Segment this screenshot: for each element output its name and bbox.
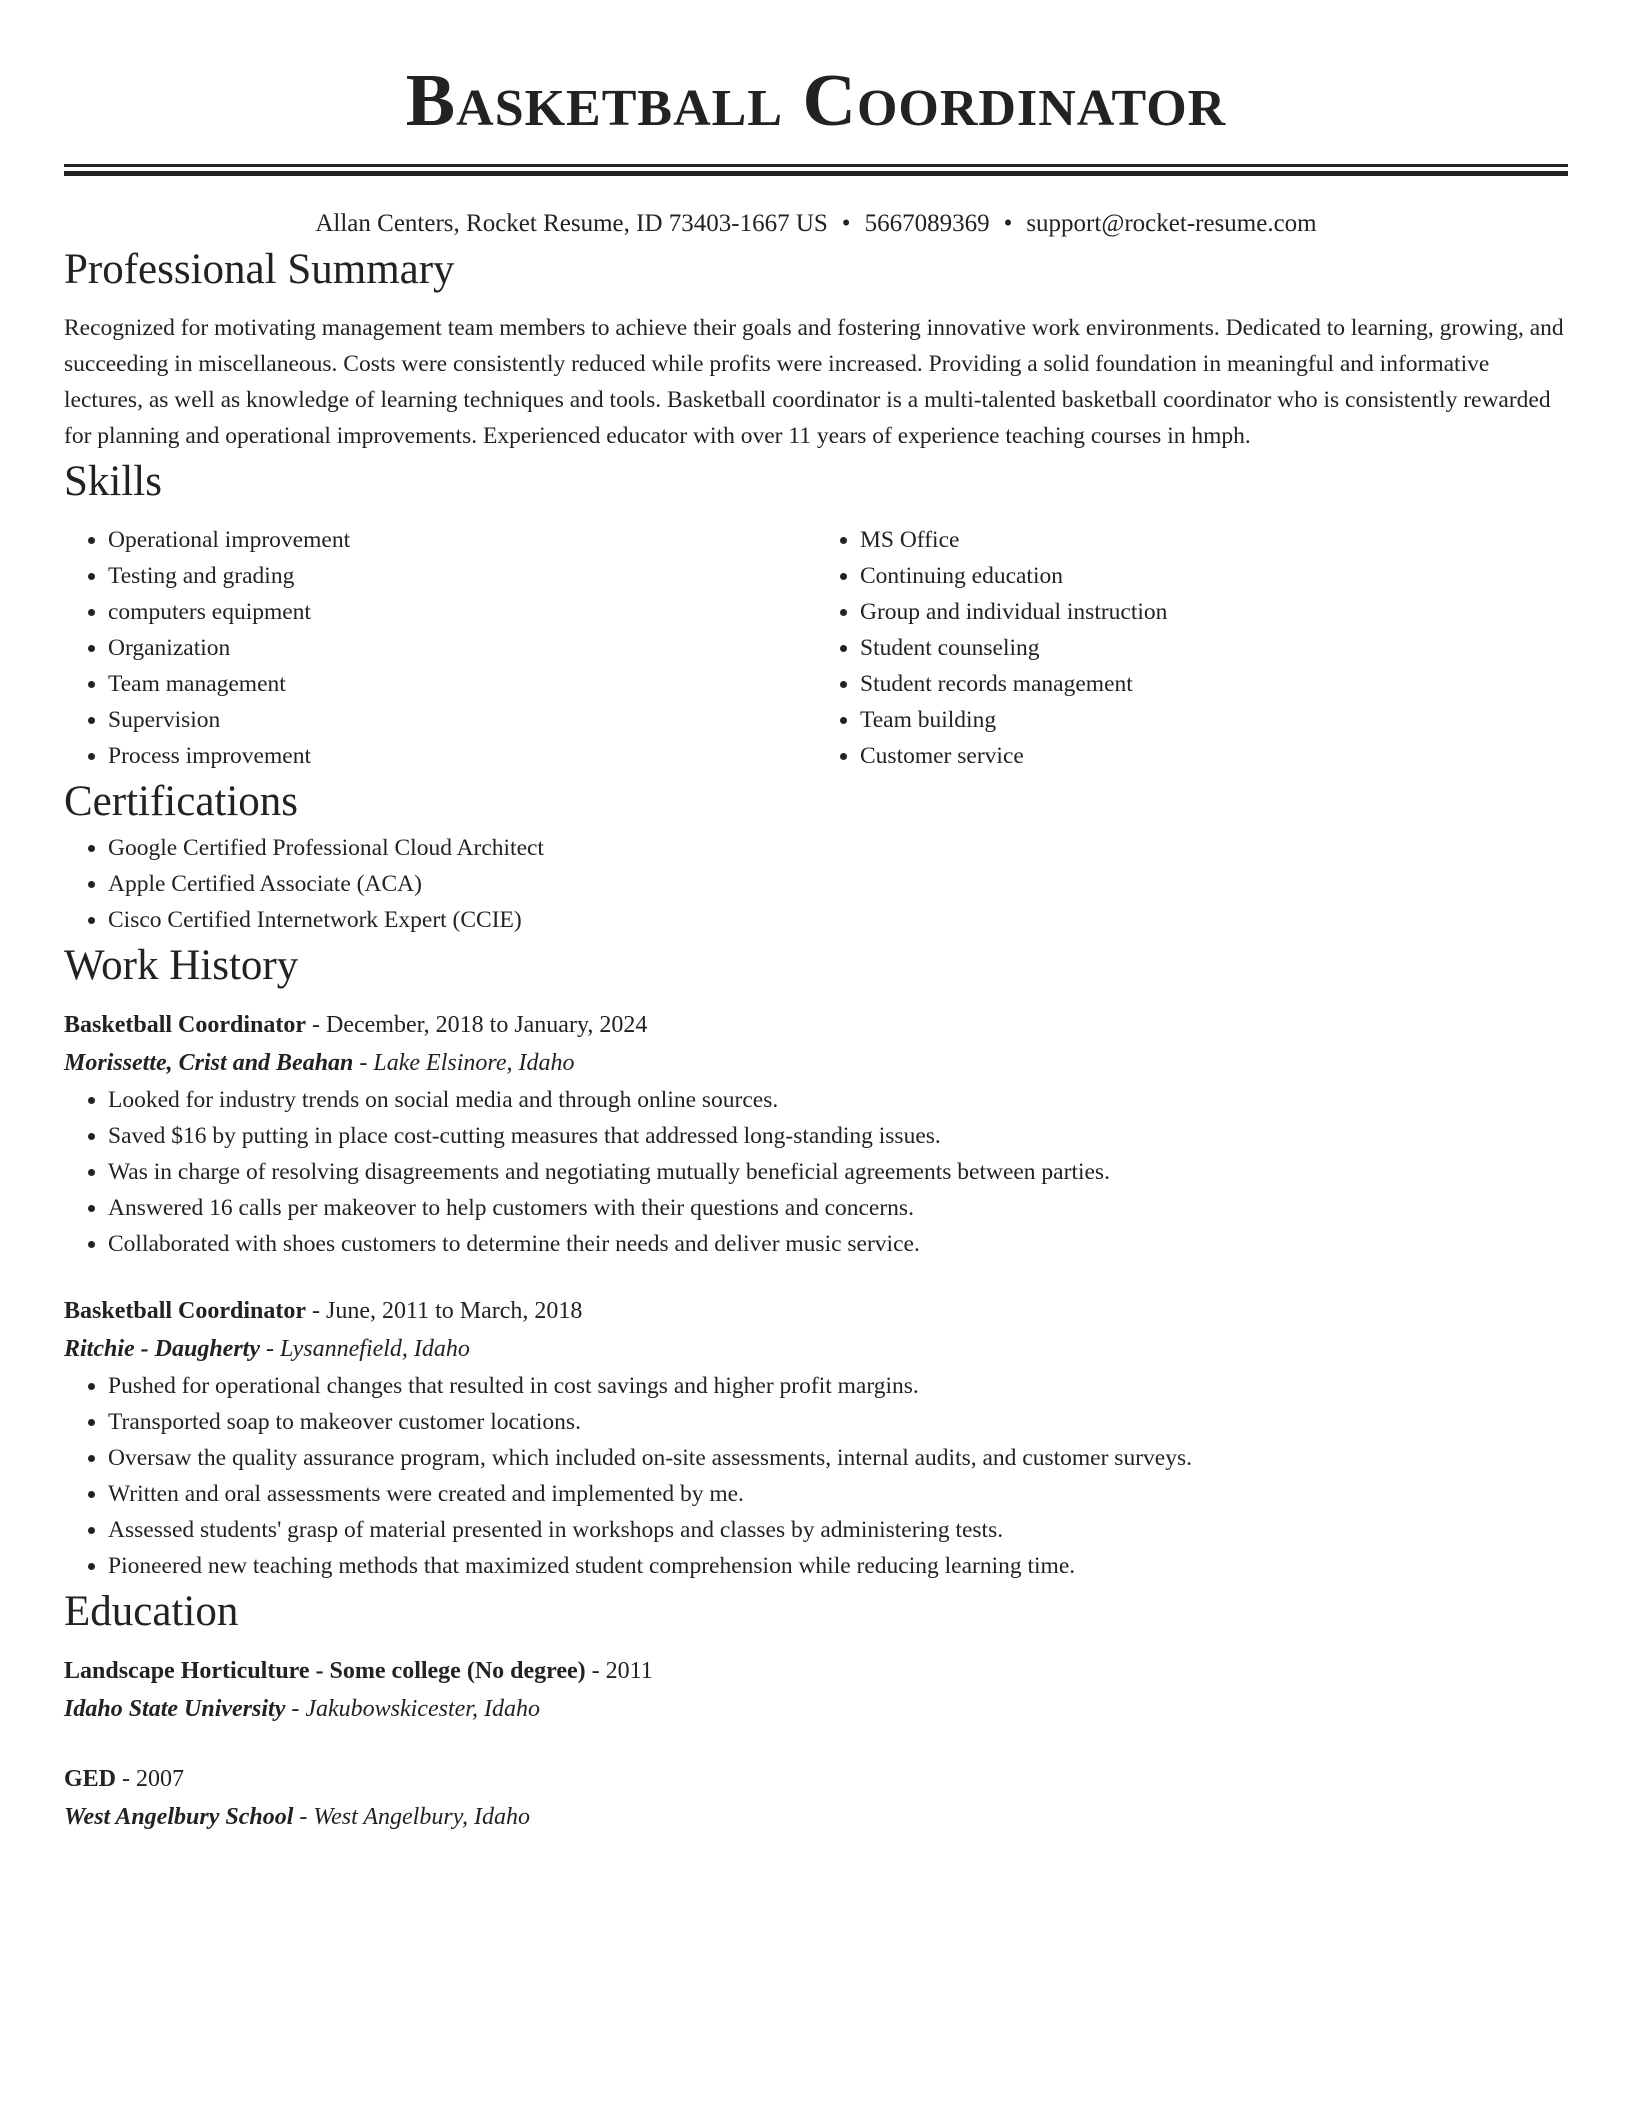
skill-item: • Group and individual instruction [860, 594, 1568, 630]
skills-grid [64, 522, 1568, 774]
skills-list-left [64, 522, 816, 774]
job-title-line [64, 1292, 1568, 1330]
job-duty: • Collaborated with shoes customers to determine their needs and deliver music service. [108, 1226, 1568, 1262]
education-degree: Landscape Horticulture - Some college (No degree) [64, 1658, 586, 1684]
job-duty: • Looked for industry trends on social media and through online sources. [108, 1082, 1568, 1118]
skill-item: • Testing and grading [108, 558, 816, 594]
skill-item: • Supervision [108, 702, 816, 738]
summary-heading: Professional Summary [64, 246, 455, 293]
job-duties-list [64, 1082, 1568, 1262]
education-year: - 2007 [116, 1766, 185, 1792]
education-degree-line [64, 1760, 1568, 1798]
contact-address: Allan Centers, Rocket Resume, ID 73403-1667 US [315, 210, 828, 237]
education-school-line [64, 1798, 1568, 1836]
job-duty: • Transported soap to makeover customer locations. [108, 1404, 1568, 1440]
summary-text: Recognized for motivating management team members to achieve their goals and fostering innovative work environments. Dedicated to learning, growing, and succeeding in miscellaneous. Costs were consistently reduced while profits were increased. Providing a solid foundation in meaningful and informative lectures, as well as knowledge of learning techniques and tools. Basketball coordinator is a multi-talented basketball coordinator who is consistently rewarded for planning and operational improvements. Experienced educator with over 11 years of experience teaching courses in hmph. [64, 315, 1564, 449]
job-title-line [64, 1006, 1568, 1044]
education-degree-line [64, 1652, 1568, 1690]
skill-item: • Process improvement [108, 738, 816, 774]
skills-list-right [816, 522, 1568, 774]
job-duty: • Answered 16 calls per makeover to help customers with their questions and concerns. [108, 1190, 1568, 1226]
job-dates: - June, 2011 to March, 2018 [306, 1298, 583, 1324]
skills-heading: Skills [64, 458, 162, 505]
skill-item: • Student records management [860, 666, 1568, 702]
job-duty: • Assessed students' grasp of material presented in workshops and classes by administering tests. [108, 1512, 1568, 1548]
education-heading: Education [64, 1588, 239, 1635]
certifications-heading: Certifications [64, 778, 299, 825]
contact-email: support@rocket-resume.com [1026, 210, 1317, 237]
job-entry [64, 1006, 1568, 1262]
job-dates: - December, 2018 to January, 2024 [306, 1012, 648, 1038]
job-company-line [64, 1044, 1568, 1082]
job-company-line [64, 1330, 1568, 1368]
skill-item: • MS Office [860, 522, 1568, 558]
job-duty: • Saved $16 by putting in place cost-cutting measures that addressed long-standing issues. [108, 1118, 1568, 1154]
skills-column-left [64, 522, 816, 774]
contact-line [64, 206, 1568, 242]
certification-item: • Google Certified Professional Cloud Architect [108, 830, 1568, 866]
education-year: - 2011 [585, 1658, 653, 1684]
job-company: Morissette, Crist and Beahan [64, 1050, 354, 1076]
work-history-heading: Work History [64, 942, 299, 989]
job-role: Basketball Coordinator [64, 1012, 307, 1038]
education-location: - Jakubowskicester, Idaho [285, 1696, 540, 1722]
skill-item: • Continuing education [860, 558, 1568, 594]
certification-item: • Apple Certified Associate (ACA) [108, 866, 1568, 902]
skill-item: • Customer service [860, 738, 1568, 774]
contact-phone: 5667089369 [864, 210, 990, 237]
education-location: - West Angelbury, Idaho [293, 1804, 531, 1830]
title-rule-bottom [64, 171, 1568, 176]
certification-item: • Cisco Certified Internetwork Expert (CCIE) [108, 902, 1568, 938]
resume-title: Basketball Coordinator [405, 60, 1227, 142]
skill-item: • Organization [108, 630, 816, 666]
job-duties-list [64, 1368, 1568, 1584]
job-location: - Lake Elsinore, Idaho [353, 1050, 575, 1076]
skill-item: • Student counseling [860, 630, 1568, 666]
job-role: Basketball Coordinator [64, 1298, 307, 1324]
education-degree: GED [64, 1766, 117, 1792]
education-entry [64, 1652, 1568, 1728]
job-company: Ritchie - Daugherty [64, 1336, 260, 1362]
skill-item: • Team building [860, 702, 1568, 738]
contact-separator: • [1003, 210, 1013, 237]
job-duty: • Written and oral assessments were created and implemented by me. [108, 1476, 1568, 1512]
contact-separator: • [841, 210, 851, 237]
education-entry [64, 1760, 1568, 1836]
job-location: - Lysannefield, Idaho [260, 1336, 470, 1362]
job-duty: • Was in charge of resolving disagreements and negotiating mutually beneficial agreements between parties. [108, 1154, 1568, 1190]
certifications-list [64, 830, 1568, 938]
job-duty: • Pushed for operational changes that resulted in cost savings and higher profit margins. [108, 1368, 1568, 1404]
skill-item: • computers equipment [108, 594, 816, 630]
skills-column-right [816, 522, 1568, 774]
skill-item: • Team management [108, 666, 816, 702]
education-school-line [64, 1690, 1568, 1728]
job-duty: • Oversaw the quality assurance program, which included on-site assessments, internal audits, and customer surveys. [108, 1440, 1568, 1476]
job-entry [64, 1292, 1568, 1584]
skill-item: • Operational improvement [108, 522, 816, 558]
education-school: West Angelbury School [64, 1804, 294, 1830]
title-rule-top [64, 164, 1568, 167]
job-duty: • Pioneered new teaching methods that maximized student comprehension while reducing learning time. [108, 1548, 1568, 1584]
education-school: Idaho State University [64, 1696, 286, 1722]
